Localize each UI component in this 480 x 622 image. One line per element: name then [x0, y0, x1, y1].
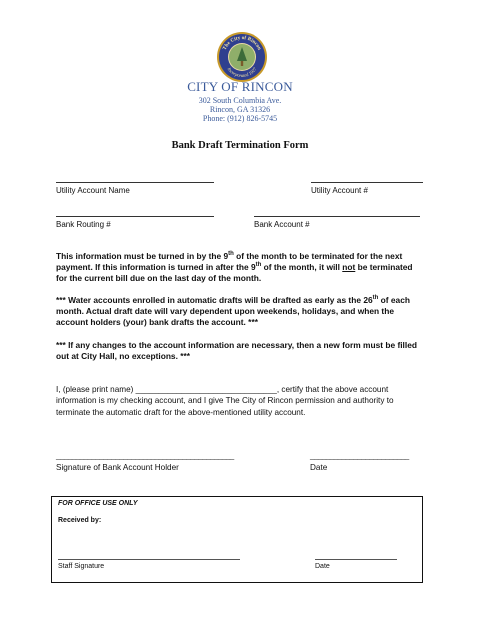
- utility-account-name-field[interactable]: [56, 182, 214, 183]
- bank-account-number-label: Bank Account #: [254, 220, 310, 229]
- certification-statement: I, (please print name) _______________________________, certify that the above account information is my checking account, and I give The City of Rincon permission and authority to terminate the automatic draft for the above-mentioned utility account.: [56, 385, 394, 417]
- staff-signature-label: Staff Signature: [58, 563, 105, 570]
- draft-date-notice: *** Water accounts enrolled in automatic drafts will be drafted as early as the 26th of each month. Actual draft date will vary dependent upon weekends, holidays, and when the account holders (your) bank drafts the account. ***: [56, 295, 410, 328]
- seal-ring-bottom-text: Incorporated 1927: [226, 66, 258, 79]
- received-by-label: Received by:: [58, 517, 102, 524]
- bank-account-number-field[interactable]: [254, 216, 420, 217]
- office-use-box: [51, 496, 423, 583]
- city-seal: [216, 31, 268, 83]
- office-date-field[interactable]: [315, 559, 397, 560]
- utility-account-name-label: Utility Account Name: [56, 186, 130, 195]
- form-title: Bank Draft Termination Form: [171, 140, 309, 151]
- account-change-notice: *** If any changes to the account information are necessary, then a new form must be filled out at City Hall, no exceptions. ***: [56, 340, 417, 362]
- deadline-notice: This information must be turned in by the 9th of the month to be terminated for the next payment. If this information is turned in after the 9th of the month, it will not be terminated for the current bill due on the last day of the month.: [56, 251, 413, 284]
- date-field[interactable]: _________________________: [310, 451, 409, 460]
- city-name: CITY OF RINCON: [187, 79, 293, 94]
- bank-routing-number-field[interactable]: [56, 216, 214, 217]
- signature-field[interactable]: _____________________________________________: [56, 451, 234, 460]
- utility-account-number-field[interactable]: [311, 182, 423, 183]
- office-date-label: Date: [315, 563, 330, 570]
- address-line-1: 302 South Columbia Ave.: [198, 96, 282, 105]
- office-use-heading: FOR OFFICE USE ONLY: [58, 500, 138, 507]
- address-line-2: Rincon, GA 31326: [209, 105, 271, 114]
- utility-account-number-label: Utility Account #: [311, 186, 368, 195]
- staff-signature-field[interactable]: [58, 559, 240, 560]
- phone-number: Phone: (912) 826-5745: [202, 114, 278, 123]
- seal-ring-top-text: The City of Rincon: [221, 34, 263, 52]
- city-seal-icon: [216, 31, 268, 83]
- bank-routing-number-label: Bank Routing #: [56, 220, 111, 229]
- print-name-field[interactable]: _______________________________: [135, 385, 277, 394]
- date-label: Date: [310, 463, 328, 472]
- signature-label: Signature of Bank Account Holder: [56, 463, 179, 472]
